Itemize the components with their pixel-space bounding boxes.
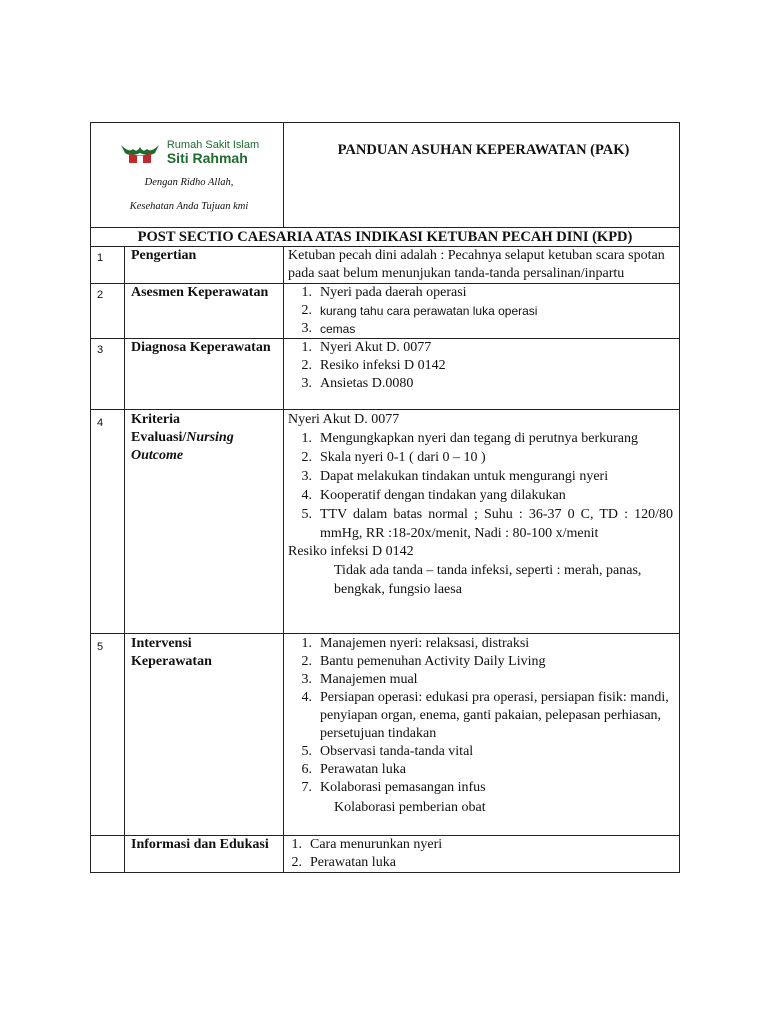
row-number-empty <box>91 836 125 873</box>
list-item: 2. Perawatan luka <box>291 855 396 870</box>
row-number: 1 <box>91 247 125 284</box>
document-title: PANDUAN ASUHAN KEPERAWATAN (PAK) <box>284 123 680 228</box>
logo-top-text: Rumah Sakit Islam <box>166 139 260 151</box>
list-item: 4. Persiapan operasi: edukasi pra operasi, persiapan fisik: mandi, penyiapan organ, enema, ganti pakaian, pelepasan perhiasan, persetujuan tindakan <box>301 690 669 741</box>
list-item: 1. Mengungkapkan nyeri dan tegang di perutnya berkurang <box>301 431 639 446</box>
row-label: Intervensi Keperawatan <box>125 634 284 836</box>
intervention-extra: Kolaborasi pemberian obat <box>334 800 486 815</box>
row-label: Pengertian <box>125 247 284 284</box>
outcome-infection-text: Tidak ada tanda – tanda infeksi, seperti : merah, panas, bengkak, fungsio laesa <box>334 563 642 597</box>
list-item: 5. Observasi tanda-tanda vital <box>301 744 474 759</box>
list-item: 1. Nyeri Akut D. 0077 <box>301 340 432 355</box>
table-row <box>91 634 680 836</box>
row-content <box>284 634 680 836</box>
table-row <box>91 339 680 410</box>
row-number: 2 <box>91 284 125 339</box>
tagline-1: Dengan Ridho Allah, <box>144 177 234 188</box>
list-item: 2. Resiko infeksi D 0142 <box>301 358 446 373</box>
row-label: Informasi dan Edukasi <box>125 836 284 873</box>
list-item: 3. Manajemen mual <box>301 672 418 687</box>
table-row <box>91 284 680 339</box>
tagline-2: Kesehatan Anda Tujuan kmi <box>129 201 249 212</box>
list-item: 4. Kooperatif dengan tindakan yang dilakukan <box>301 488 566 503</box>
row-label: Diagnosa Keperawatan <box>125 339 284 410</box>
table-row <box>91 247 680 284</box>
row-content <box>284 836 680 873</box>
definition-text: Ketuban pecah dini adalah : Pecahnya selaput ketuban scara spotan pada saat belum menunjukan tanda-tanda persalinan/inpartu <box>288 248 665 281</box>
list-item: 6. Perawatan luka <box>301 762 406 777</box>
list-item: 1. Cara menurunkan nyeri <box>291 837 443 852</box>
table-row <box>91 410 680 634</box>
logo-cell <box>91 123 284 228</box>
row-content <box>284 247 680 284</box>
row-number: 5 <box>91 634 125 836</box>
list-item: 7. Kolaborasi pemasangan infus <box>301 780 486 795</box>
row-content <box>284 284 680 339</box>
section-title-row <box>91 228 680 247</box>
list-item: 3. cemas <box>301 321 356 336</box>
minang-roof-icon <box>119 139 161 165</box>
header-row <box>91 123 680 228</box>
list-item: 1. Nyeri pada daerah operasi <box>301 285 467 300</box>
row-label: Kriteria Evaluasi/Nursing Outcome <box>125 410 284 634</box>
row-label: Asesmen Keperawatan <box>125 284 284 339</box>
row-number: 3 <box>91 339 125 410</box>
document-page <box>90 122 679 873</box>
hospital-logo <box>95 139 283 165</box>
outcome-heading-pain: Nyeri Akut D. 0077 <box>288 412 400 427</box>
list-item: 1. Manajemen nyeri: relaksasi, distraksi <box>301 636 530 651</box>
list-item: 2. Skala nyeri 0-1 ( dari 0 – 10 ) <box>301 450 486 465</box>
list-item: 5. TTV dalam batas normal ; Suhu : 36-37 0 C, TD : 120/80 mmHg, RR :18-20x/menit, Nadi : 80-100 x/menit <box>301 507 673 541</box>
logo-bottom-text: Siti Rahmah <box>166 150 248 166</box>
list-item: 3. Ansietas D.0080 <box>301 376 414 391</box>
outcome-heading-infection: Resiko infeksi D 0142 <box>288 544 414 559</box>
row-content <box>284 410 680 634</box>
row-content <box>284 339 680 410</box>
list-item: 3. Dapat melakukan tindakan untuk mengurangi nyeri <box>301 469 609 484</box>
table-row <box>91 836 680 873</box>
row-number: 4 <box>91 410 125 634</box>
section-title: POST SECTIO CAESARIA ATAS INDIKASI KETUBAN PECAH DINI (KPD) <box>91 228 680 247</box>
pak-table <box>90 122 680 873</box>
list-item: 2. kurang tahu cara perawatan luka operasi <box>301 303 538 318</box>
list-item: 2. Bantu pemenuhan Activity Daily Living <box>301 654 546 669</box>
